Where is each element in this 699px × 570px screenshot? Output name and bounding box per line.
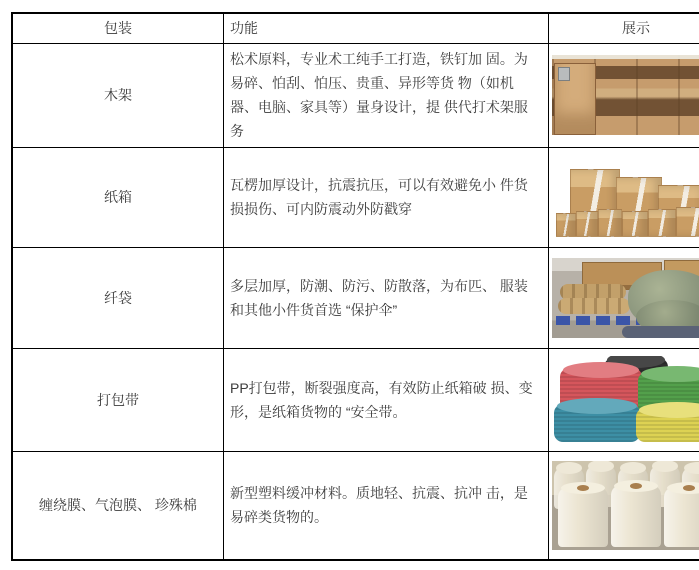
table-row bbox=[12, 451, 699, 560]
packaging-photo-cell bbox=[549, 348, 699, 451]
blue-strap-roll bbox=[554, 404, 640, 442]
fiber-bags-photo bbox=[552, 258, 699, 338]
packaging-name: 打包带 bbox=[12, 348, 224, 451]
film-roll bbox=[558, 487, 608, 547]
packaging-photo-cell bbox=[549, 451, 699, 560]
stretch-film-photo bbox=[552, 461, 699, 550]
packaging-photo-cell bbox=[549, 147, 699, 247]
table-row bbox=[12, 348, 699, 451]
blue-pallet bbox=[556, 316, 640, 325]
cardboard-boxes-photo bbox=[552, 155, 699, 240]
packaging-table bbox=[11, 12, 699, 561]
packaging-desc: 多层加厚，防潮、防污、防散落，为布匹、 服装和其他小件货首选 “保护伞” bbox=[224, 247, 549, 348]
col-header-packaging: 包装 bbox=[12, 13, 224, 43]
packaging-photo-cell bbox=[549, 43, 699, 147]
wooden-crates-photo bbox=[552, 55, 699, 135]
box bbox=[576, 211, 598, 237]
box bbox=[598, 209, 622, 237]
table-row bbox=[12, 147, 699, 247]
packaging-photo-cell bbox=[549, 247, 699, 348]
col-header-display: 展示 bbox=[549, 13, 699, 43]
box bbox=[556, 213, 576, 237]
packaging-name: 木架 bbox=[12, 43, 224, 147]
packaging-desc: 瓦楞加厚设计，抗震抗压，可以有效避免小 件货损损伤、可内防震动外防戳穿 bbox=[224, 147, 549, 247]
table-row bbox=[12, 247, 699, 348]
wrapped-bundle bbox=[558, 298, 630, 314]
box bbox=[676, 207, 699, 237]
packaging-desc: PP打包带，断裂强度高，有效防止纸箱破 损、变形，是纸箱货物的 “安全带。 bbox=[224, 348, 549, 451]
table-row bbox=[12, 43, 699, 147]
crate-metal-bracket bbox=[558, 67, 570, 81]
box bbox=[622, 211, 648, 237]
film-roll bbox=[664, 487, 699, 547]
packaging-name: 纤袋 bbox=[12, 247, 224, 348]
packaging-name: 缠绕膜、气泡膜、 珍殊棉 bbox=[12, 451, 224, 560]
col-header-function: 功能 bbox=[224, 13, 549, 43]
yellow-strap-roll bbox=[636, 408, 699, 442]
packaging-desc: 新型塑料缓冲材料。质地轻、抗震、抗冲 击，是易碎类货物的。 bbox=[224, 451, 549, 560]
floor-tarp bbox=[622, 326, 699, 338]
film-roll bbox=[611, 485, 661, 547]
strapping-rolls-photo bbox=[552, 356, 699, 444]
header-row bbox=[12, 13, 699, 43]
packaging-desc: 松术原料，专业术工纯手工打造，铁钉加 固。为易碎、怕刮、怕压、贵重、异形等货 物（如机器、电脑、家具等）量身设计，提 供代打术架服务 bbox=[224, 43, 549, 147]
box bbox=[648, 209, 676, 237]
packaging-name: 纸箱 bbox=[12, 147, 224, 247]
